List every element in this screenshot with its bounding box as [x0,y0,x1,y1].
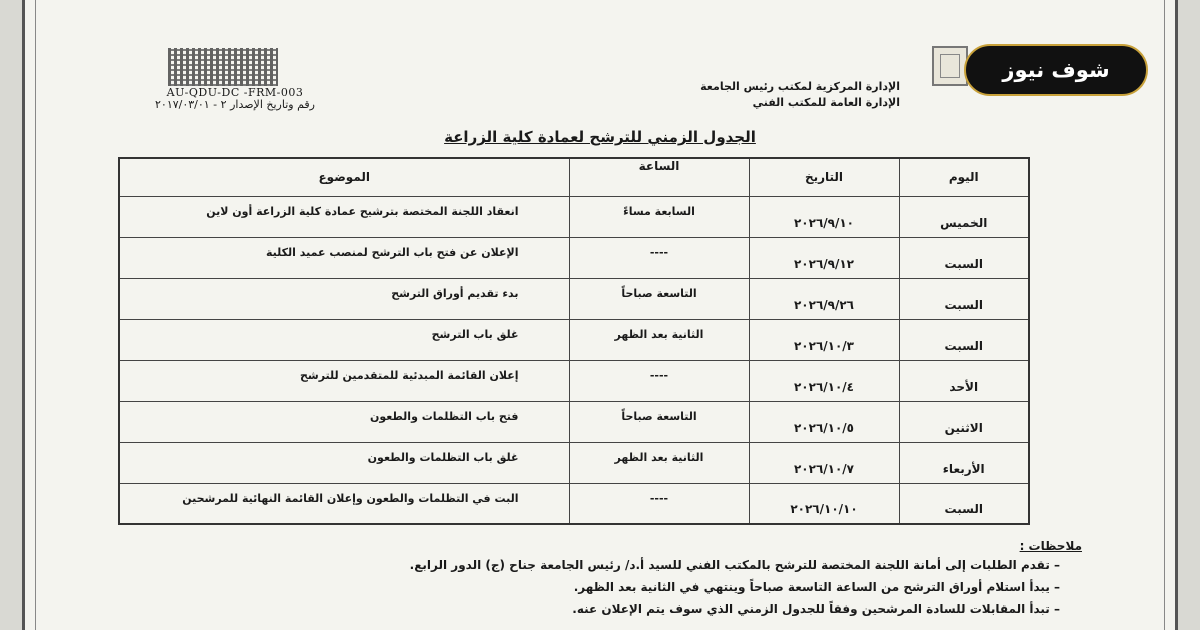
cell-day: الاثنين [899,401,1029,442]
cell-time: ---- [569,483,749,524]
note-item: – يبدأ استلام أوراق الترشح من الساعة التاسعة صباحاً وينتهي في الثانية بعد الظهر. [573,580,1060,594]
cell-topic: إعلان القائمة المبدئية للمتقدمين للترشح [119,360,569,401]
header-date: التاريخ [749,158,899,196]
cell-day: الأحد [899,360,1029,401]
table-row [119,237,1029,278]
table-row [119,196,1029,237]
issue-date: رقم وتاريخ الإصدار ٢ - ٢٠١٧/٠٣/٠١ [155,98,315,111]
note-item: – تقدم الطلبات إلى أمانة اللجنة المختصة للترشح بالمكتب الفني للسيد أ.د/ رئيس الجامعة جناح (ج) الدور الرابع. [409,558,1060,572]
office-name: الإدارة المركزية لمكتب رئيس الجامعة [700,80,900,93]
cell-topic: انعقاد اللجنة المختصة بترشيح عمادة كلية الزراعة أون لاين [119,196,569,237]
news-badge: شوف نيوز [964,44,1148,96]
cell-day: السبت [899,237,1029,278]
cell-day: السبت [899,483,1029,524]
cell-time: السابعة مساءً [569,196,749,237]
cell-time: التاسعة صباحاً [569,401,749,442]
cell-day: السبت [899,319,1029,360]
document-title: الجدول الزمني للترشح لعمادة كلية الزراعة [444,128,756,146]
cell-date: ٢٠٢٦/١٠/١٠ [749,483,899,524]
table-row [119,278,1029,319]
note-item: – تبدأ المقابلات للسادة المرشحين وفقاً للجدول الزمني الذي سوف يتم الإعلان عنه. [572,602,1060,616]
table-row [119,442,1029,483]
cell-day: السبت [899,278,1029,319]
department-name: الإدارة العامة للمكتب الفني [752,96,900,109]
table-row [119,401,1029,442]
cell-time: الثانية بعد الظهر [569,319,749,360]
cell-date: ٢٠٢٦/١٠/٥ [749,401,899,442]
header-time: الساعة [569,158,749,196]
qr-code-icon [168,48,278,86]
cell-day: الأربعاء [899,442,1029,483]
cell-date: ٢٠٢٦/١٠/٤ [749,360,899,401]
cell-topic: الإعلان عن فتح باب الترشح لمنصب عميد الكلية [119,237,569,278]
cell-time: التاسعة صباحاً [569,278,749,319]
table-row [119,319,1029,360]
cell-topic: بدء تقديم أوراق الترشح [119,278,569,319]
cell-topic: غلق باب التظلمات والطعون [119,442,569,483]
table-row [119,483,1029,524]
cell-date: ٢٠٢٦/٩/١٠ [749,196,899,237]
cell-topic: البت في التظلمات والطعون وإعلان القائمة النهائية للمرشحين [119,483,569,524]
table-header-row [119,158,1029,196]
notes-title: ملاحظات : [1019,539,1082,553]
cell-topic: غلق باب الترشح [119,319,569,360]
cell-date: ٢٠٢٦/١٠/٣ [749,319,899,360]
university-logo-icon [932,46,968,86]
cell-topic: فتح باب التظلمات والطعون [119,401,569,442]
table-row [119,360,1029,401]
cell-time: ---- [569,237,749,278]
header-day: اليوم [899,158,1029,196]
header-topic: الموضوع [119,158,569,196]
cell-time: ---- [569,360,749,401]
cell-date: ٢٠٢٦/١٠/٧ [749,442,899,483]
cell-day: الخميس [899,196,1029,237]
cell-date: ٢٠٢٦/٩/٢٦ [749,278,899,319]
schedule-table [118,157,1030,525]
cell-time: الثانية بعد الظهر [569,442,749,483]
cell-date: ٢٠٢٦/٩/١٢ [749,237,899,278]
form-code: AU-QDU-DC -FRM-003 [166,86,304,99]
